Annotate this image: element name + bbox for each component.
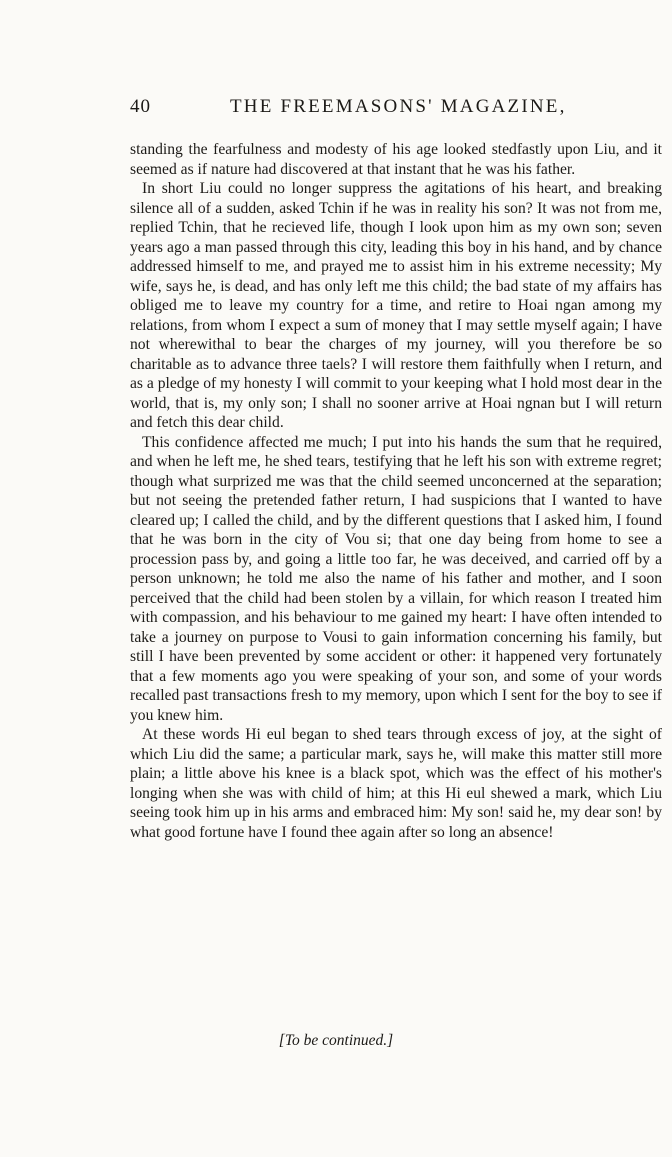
article-body [130,140,662,842]
paragraph-confidence: This confidence affected me much; I put into his hands the sum that he required, and when he left me, he shed tears, testifying that he left his son with extreme regret; though what surprized me was that the child seemed unconcerned at the separation; but not seeing the pretended father return, I had suspicions that I wanted to have cleared up; I called the child, and by the different questions that I asked him, I found that he was born in the city of Vou si; that one day being from home to see a procession pass by, and going a little too far, he was deceived, and carried off by a person unknown; he told me also the name of his father and mother, and I soon perceived that the child had been stolen by a villain, for which reason I treated him with compassion, and his behaviour to me gained my heart: I have often intended to take a journey on purpose to Vousi to gain information concerning his family, but still I have been prevented by some accident or other: it happened very fortunately that a few moments ago you were speaking of your son, and some of your words recalled past transactions fresh to my memory, upon which I sent for the boy to see if you knew him. [130,433,662,724]
page-number: 40 [130,96,151,117]
paragraph-continuation: standing the fearfulness and modesty of his age looked stedfastly upon Liu, and it seemed as if nature had discovered at that instant that he was his father. [130,141,662,178]
running-head [130,96,662,126]
journal-title: THE FREEMASONS' MAGAZINE, [230,96,567,117]
to-be-continued-note: [To be continued.] [278,1032,394,1049]
paragraph-tchin-reply: In short Liu could no longer suppress the agitations of his heart, and breaking silence all of a sudden, asked Tchin if he was in reality his son? It was not from me, replied Tchin, that he recieved life, though I look upon him as my own son; seven years ago a man passed through this city, leading this boy in his hand, and by chance addressed himself to me, and prayed me to assist him in his extreme necessity; My wife, says he, is dead, and has only left me this child; the bad state of my affairs has obliged me to leave my country for a time, and retire to Hoai ngan among my relations, from whom I expect a sum of money that I may settle myself again; I have not wherewithal to bear the charges of my journey, will you therefore be so charitable as to advance three taels? I will restore them faithfully when I return, and as a pledge of my honesty I will commit to your keeping what I hold most dear in the world, that is, my only son; I shall no sooner arrive at Hoai ngnan but I will return and fetch this dear child. [130,180,662,431]
paragraph-recognition: At these words Hi eul began to shed tears through excess of joy, at the sight of which Liu did the same; a particular mark, says he, will make this matter still more plain; a little above his knee is a black spot, which was the effect of his mother's longing when she was with child of him; at this Hi eul shewed a mark, which Liu seeing took him up in his arms and embraced him: My son! said he, my dear son! by what good fortune have I found thee again after so long an absence! [130,726,662,841]
